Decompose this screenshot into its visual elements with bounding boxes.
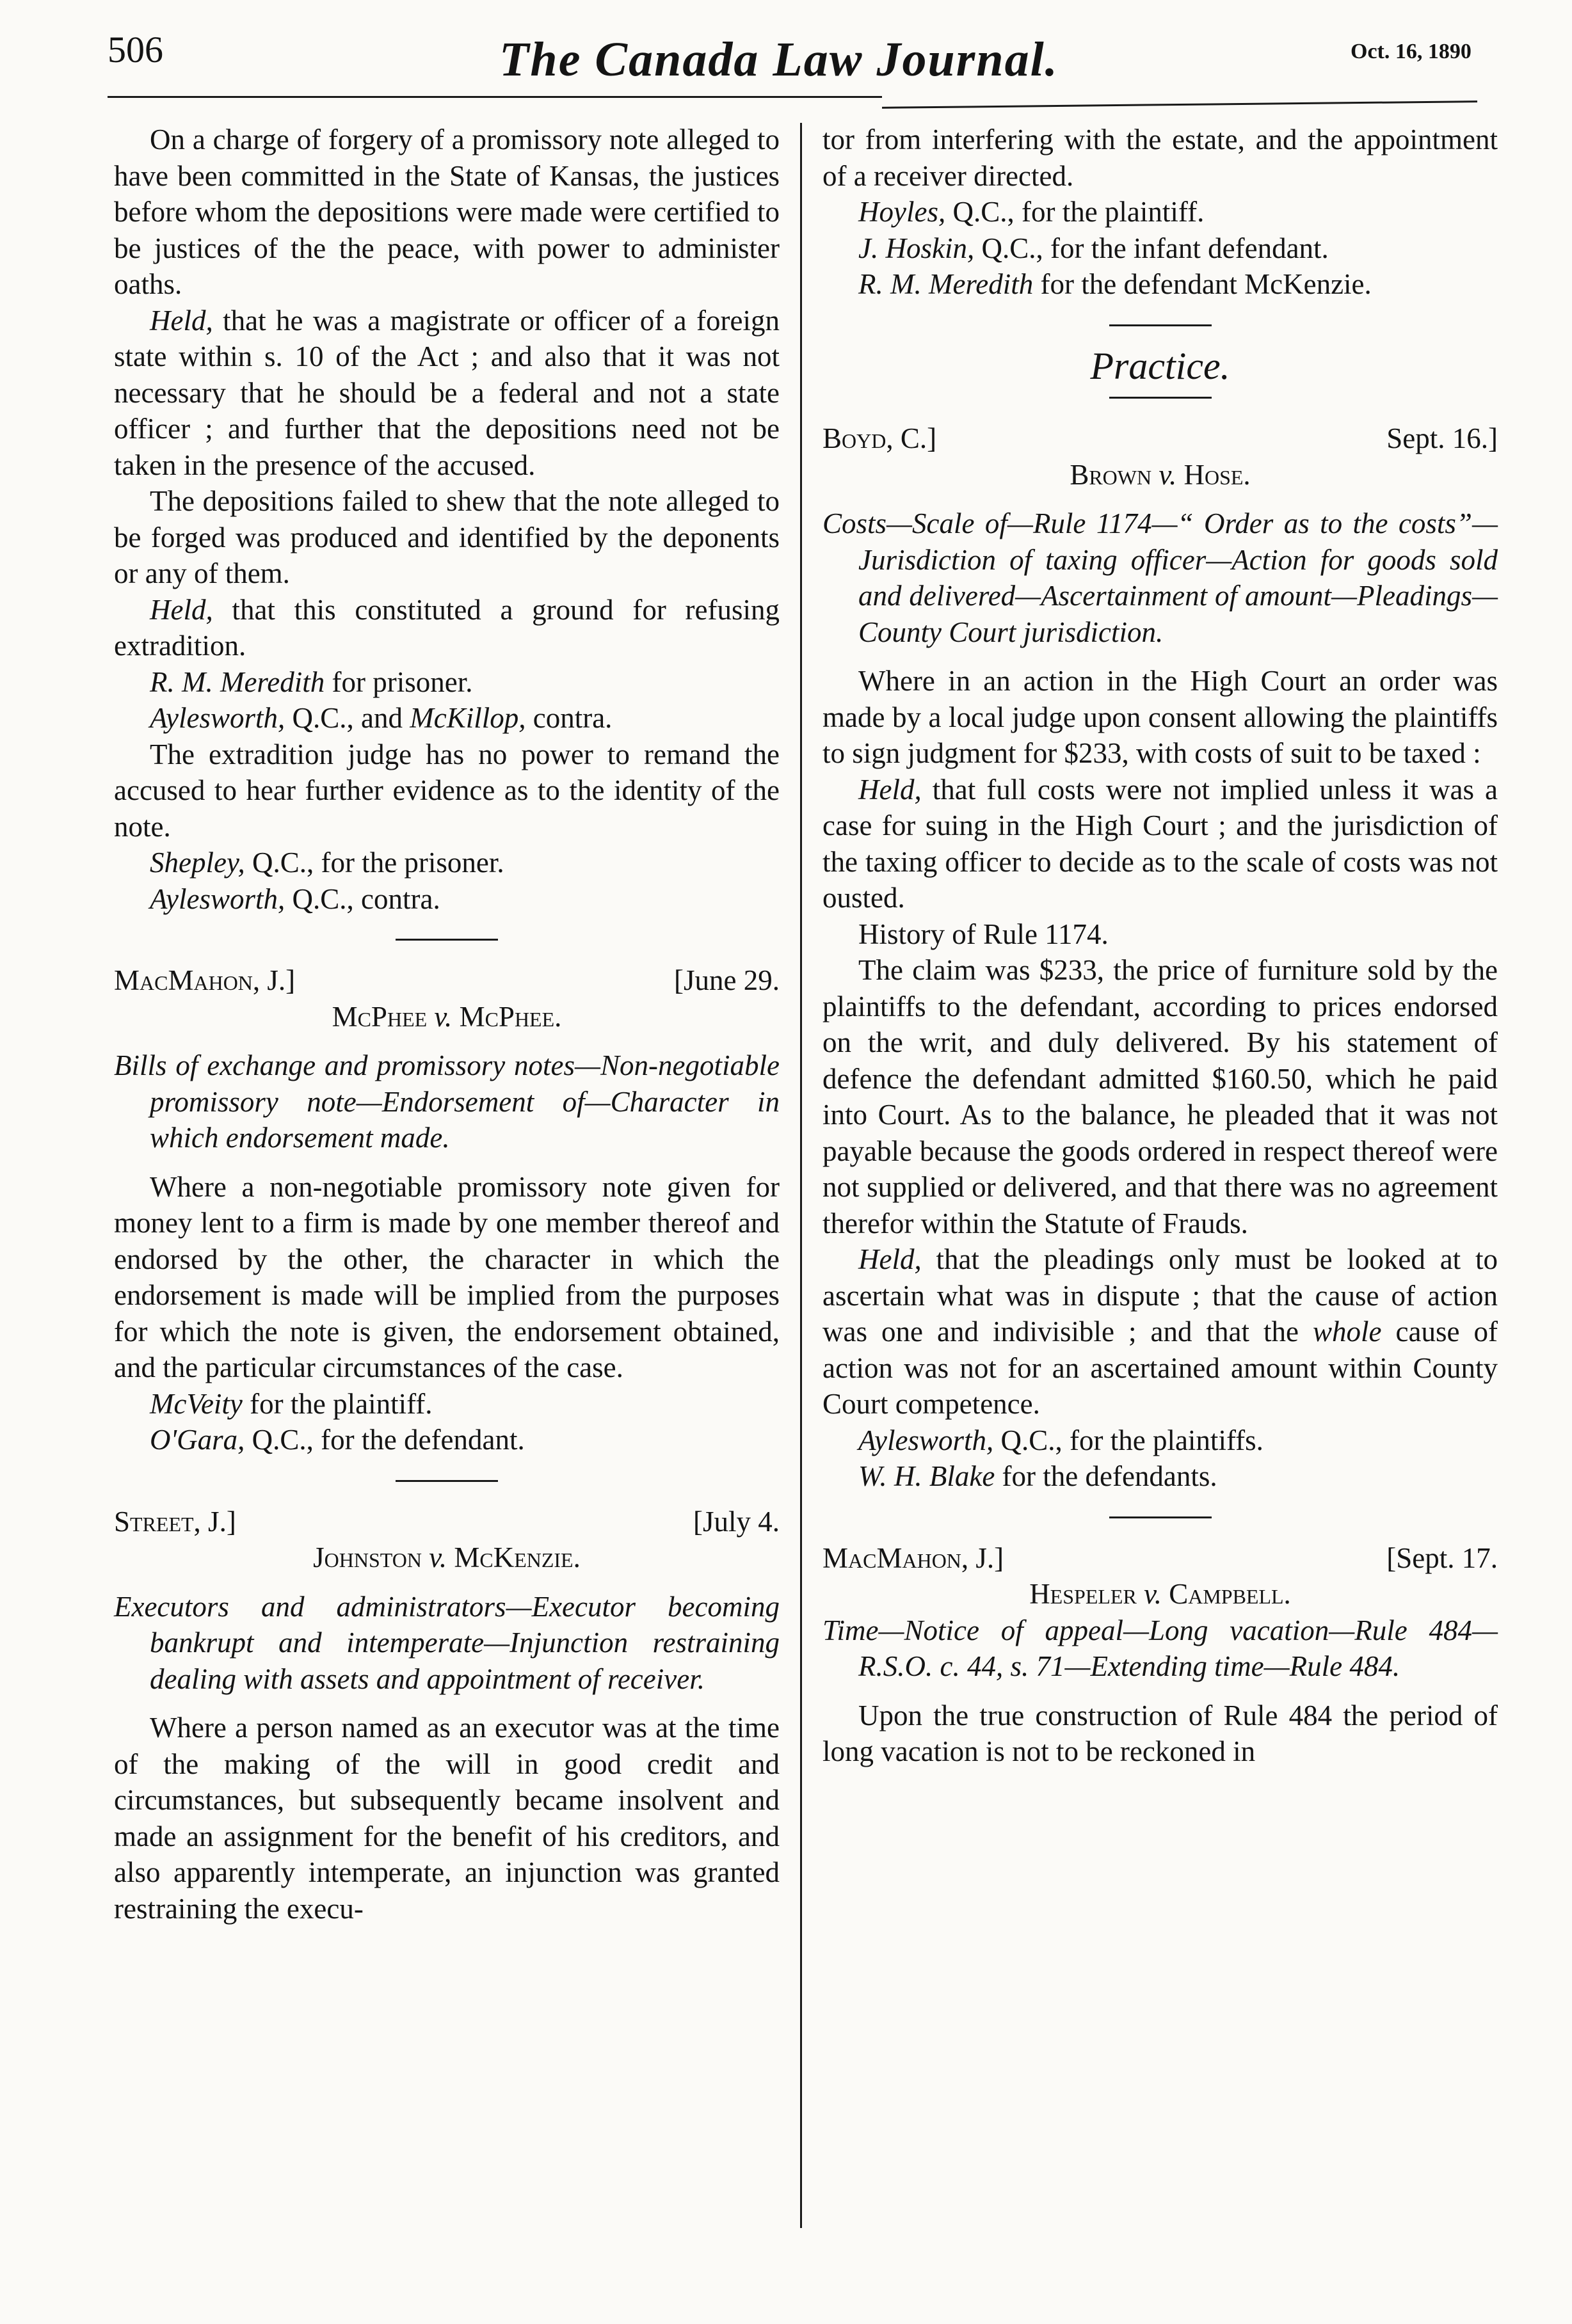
case-title: Hespeler v. Campbell. bbox=[1029, 1578, 1291, 1610]
case-title: Johnston v. McKenzie. bbox=[313, 1541, 581, 1573]
left-column bbox=[114, 122, 780, 1927]
paragraph: Held, that the pleadings only must be looked at to ascertain what was in dispute ; that the cause of action was one and indivisible ; and that the whole cause of action was not for an ascertained amount within County Court competence. bbox=[822, 1243, 1498, 1420]
separator-rule bbox=[1109, 1516, 1212, 1518]
counsel-line: Aylesworth, Q.C., and McKillop, contra. bbox=[150, 702, 613, 734]
paragraph: History of Rule 1174. bbox=[858, 918, 1109, 950]
paragraph: The depositions failed to shew that the note alleged to be forged was produced and identified by the deponents or any of them. bbox=[114, 485, 780, 589]
paragraph: On a charge of forgery of a promissory note alleged to have been committed in the State of Kansas, the justices before whom the depositions were made were certified to be justices of the the peace, with power to administer oaths. bbox=[114, 123, 780, 300]
counsel-line: W. H. Blake for the defendants. bbox=[858, 1460, 1217, 1492]
separator-rule bbox=[1109, 324, 1212, 326]
paragraph: Where in an action in the High Court an order was made by a local judge upon consent allowing the plaintiffs to sign judgment for $233, with costs of suit to be taxed : bbox=[822, 665, 1498, 769]
headnote: Executors and administrators—Executor becoming bankrupt and intemperate—Injunction restraining dealing with assets and appointment of receiver. bbox=[114, 1590, 780, 1695]
journal-title: The Canada Law Journal. bbox=[499, 33, 1059, 86]
headnote: Time—Notice of appeal—Long vacation—Rule 484—R.S.O. c. 44, s. 71—Extending time—Rule 484. bbox=[822, 1614, 1498, 1682]
paragraph: Held, that this constituted a ground for refusing extradition. bbox=[114, 593, 780, 662]
page-number: 506 bbox=[108, 29, 163, 70]
paragraph: Where a person named as an executor was at the time of the making of the will in good credit and circumstances, but subsequently became insolvent and made an assignment for the benefit of his creditors, and also apparently intemperate, an injunction was granted restraining the execu- bbox=[114, 1712, 780, 1925]
counsel-line: McVeity for the plaintiff. bbox=[150, 1387, 433, 1420]
section-title: Practice. bbox=[1090, 344, 1230, 387]
headnote: Bills of exchange and promissory notes—Non-negotiable promissory note—Endorsement of—Character in which endorsement made. bbox=[114, 1049, 780, 1154]
case-heading: Boyd, C.] Sept. 16.] bbox=[822, 422, 1498, 454]
column-divider bbox=[800, 123, 802, 2228]
paragraph: Upon the true construction of Rule 484 the period of long vacation is not to be reckoned in bbox=[822, 1699, 1498, 1767]
right-column bbox=[822, 122, 1498, 1770]
separator-rule bbox=[1109, 397, 1212, 399]
counsel-line: R. M. Meredith for the defendant McKenzie. bbox=[858, 268, 1372, 300]
counsel-line: J. Hoskin, Q.C., for the infant defendant. bbox=[858, 232, 1329, 264]
separator-rule bbox=[396, 1480, 498, 1482]
case-heading: MacMahon, J.] [Sept. 17. bbox=[822, 1541, 1498, 1574]
case-heading: MacMahon, J.] [June 29. bbox=[114, 964, 780, 996]
counsel-line: O'Gara, Q.C., for the defendant. bbox=[150, 1424, 525, 1456]
paragraph: The claim was $233, the price of furniture sold by the plaintiffs to the defendant, according to prices endorsed on the writ, and duly delivered. By his statement of defence the defendant admitted $160.50, which he paid into Court. As to the balance, he pleaded that it was not payable because the goods ordered in respect thereof were not supplied or delivered, and that there was no agreement therefor within the Statute of Frauds. bbox=[822, 954, 1498, 1239]
counsel-line: R. M. Meredith for prisoner. bbox=[150, 665, 473, 698]
header-rule-left bbox=[108, 96, 882, 98]
counsel-line: Hoyles, Q.C., for the plaintiff. bbox=[858, 196, 1205, 228]
headnote: Costs—Scale of—Rule 1174—“ Order as to the costs”—Jurisdiction of taxing officer—Action for goods sold and delivered—Ascertainment of amount—Pleadings—County Court jurisdiction. bbox=[822, 507, 1498, 648]
paragraph: tor from interfering with the estate, and the appointment of a receiver directed. bbox=[822, 123, 1498, 192]
paragraph: Where a non-negotiable promissory note given for money lent to a firm is made by one member thereof and endorsed by the other, the character in which the endorsement is made will be implied from the purposes for which the note is given, the endorsement obtained, and the particular circumstances of the case. bbox=[114, 1170, 780, 1383]
paragraph: Held, that he was a magistrate or officer of a foreign state within s. 10 of the Act ; and also that it was not necessary that he should be a federal and not a state officer ; and further that the depositions need not be taken in the presence of the accused. bbox=[114, 304, 780, 481]
counsel-line: Aylesworth, Q.C., for the plaintiffs. bbox=[858, 1424, 1263, 1456]
paragraph: Held, that full costs were not implied unless it was a case for suing in the High Court ; and the jurisdiction of the taxing officer to decide as to the scale of costs was not ousted. bbox=[822, 773, 1498, 914]
case-title: Brown v. Hose. bbox=[1070, 458, 1251, 491]
paragraph: The extradition judge has no power to remand the accused to hear further evidence as to the identity of the note. bbox=[114, 738, 780, 843]
page-header bbox=[0, 0, 1572, 128]
counsel-line: Shepley, Q.C., for the prisoner. bbox=[150, 847, 504, 879]
issue-date: Oct. 16, 1890 bbox=[1351, 40, 1472, 63]
separator-rule bbox=[396, 939, 498, 941]
case-title: McPhee v. McPhee. bbox=[332, 1000, 562, 1033]
case-heading: Street, J.] [July 4. bbox=[114, 1505, 780, 1538]
counsel-line: Aylesworth, Q.C., contra. bbox=[150, 882, 440, 915]
